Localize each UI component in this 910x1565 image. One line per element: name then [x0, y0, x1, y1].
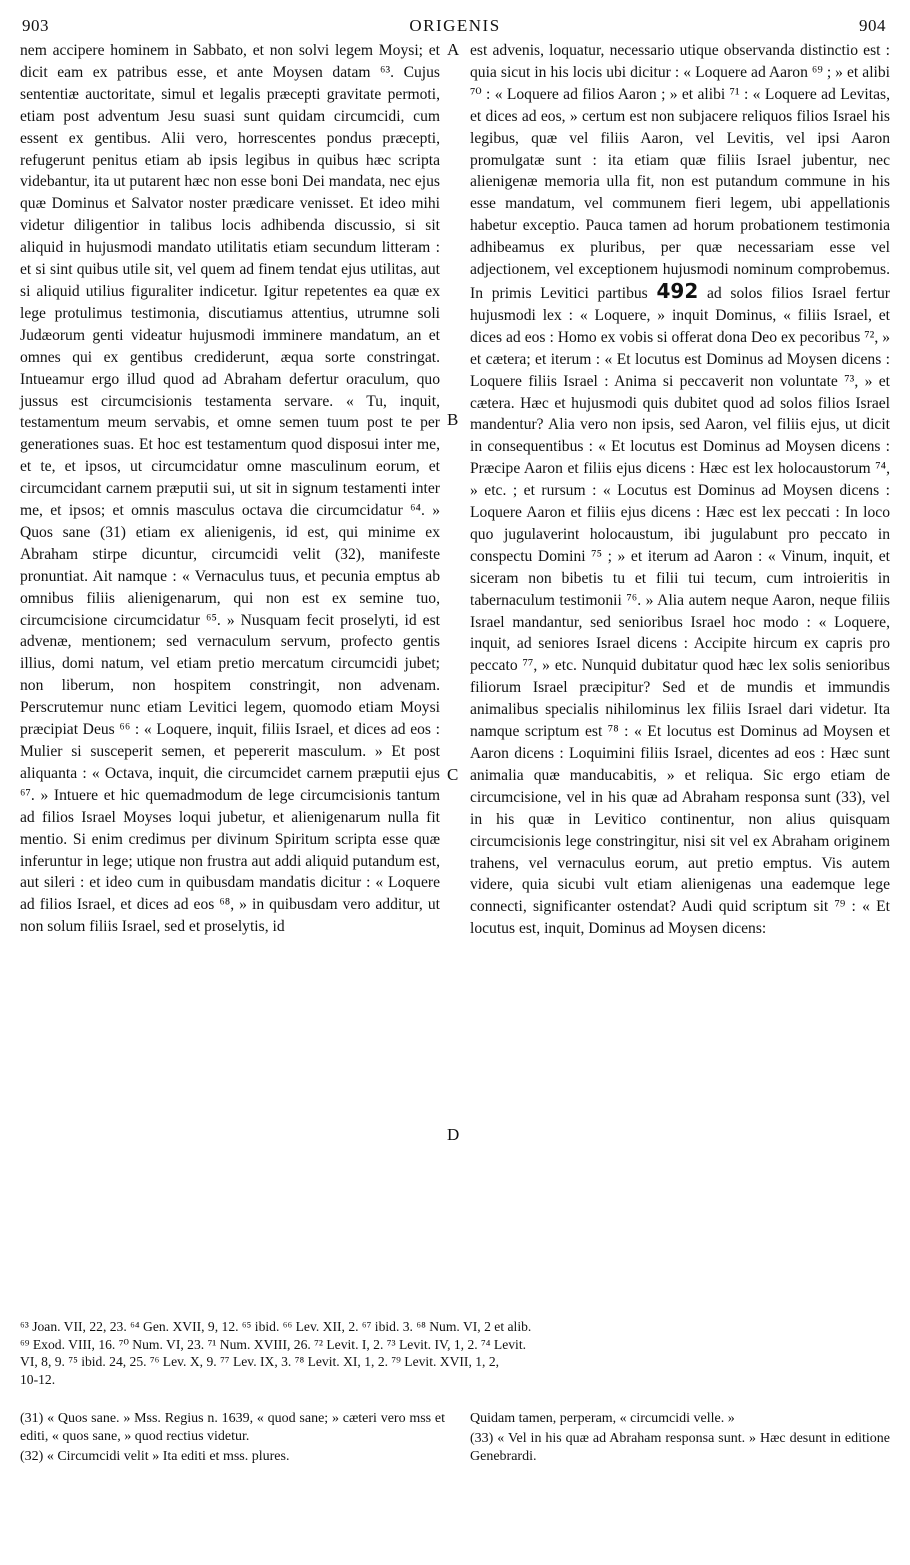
- right-column: [470, 40, 890, 940]
- margin-letter-c: C: [447, 765, 459, 784]
- right-column-text-part1: est advenis, loquatur, necessario utique observanda distinctio est : quia sicut in his locis ubi dicitur : « Loquere ad Aaron ⁶⁹ ; » et alibi ⁷⁰ : « Loquere ad filios Aaron ; » et alibi ⁷¹ : « Loquere ad Levitas, et dices ad eos, » certum est non subjacere reliquos filios Israel his legibus, quæ vel filiis Aaron, vel Levitis, vel ipsi Aaron promulgatæ sunt : ita etiam quæ filiis Israel jubentur, nec alienigenæ memoria ulla fit, non est putandum commune in his esse mandatum, vel communem fieri legem, ubi appellationis habetur exceptio. Pauca tamen ad horum probationem testimonia adhibeamus ex pluribus, per quæ necessariam esse vel adjectionem, vel exceptionem hujusmodi nominum comprobemus. In primis Levitici partibus: [470, 42, 890, 302]
- page-number-right: 904: [859, 16, 886, 35]
- footnotes-right: [470, 1410, 890, 1468]
- reference-line: ⁶³ Joan. VII, 22, 23. ⁶⁴ Gen. XVII, 9, 12. ⁶⁵ ibid. ⁶⁶ Lev. XII, 2. ⁶⁷ ibid. 3. ⁶⁸ Num. VI, 2 et alib.: [20, 1319, 532, 1334]
- margin-letter-d: D: [447, 1125, 460, 1144]
- column-number-marker: 492: [656, 278, 699, 303]
- left-column-text: nem accipere hominem in Sabbato, et non solvi legem Moysi; et dicit eam ex patribus esse, et ante Moysen datam ⁶³. Cujus sententiæ auctoritate, simul et legalis præcepti gravitate permoti, etiam post adventum Jesu suasi sunt quidam circumcidi, cum essent ex gentibus. Alii vero, horrescentes pondus præcepti, refugerunt penitus etiam ab ipsis legibus in quibus hæc scripta videbantur, ita ut putarent hæc non esse boni Dei mandata, nec ejus quæ Dominus et Salvator noster prædicare venisset. Et ideo mihi videtur diligentior in talibus locis adhibenda discussio, si sit aliquid in hujusmodi mandato utilitatis etiam secundum litteram : et si sint quibus utile sit, vel quem ad finem tendat ejus utilitas, aut si aliquid utilius figuraliter indicetur. Igitur repetentes ea quæ ex lege protulimus testimonia, discutiamus attentius, utrumne soli Judæorum genti videatur hujusmodi imminere mandatum, an et omnes qui ex gentibus crediderunt, æqua sorte constringat. Intueamur ergo illud quod ad Abraham defertur oraculum, quo jussus est circumcisionis testamenta servare. « Tu, inquit, testamentum meum servabis, et omne semen tuum post te per generationes suas. Et hoc est testamentum quod disposui inter me, et te, et ipsos, ut circumcidatur omne masculinum eorum, et circumcidant carnem præputii sui, ut sit in signum testamenti inter me, et ipsos; et omnis masculus octava die circumcidatur ⁶⁴. » Quos sane (31) etiam ex alienigenis, id est, qui minime ex Abraham stirpe dicuntur, circumcidi velit (32), manifeste pronuntiat. Ait namque : « Vernaculus tuus, et pecunia emptus ab omnibus filiis alienigenarum, qui non est ex semine tuo, circumcisione circumcidatur ⁶⁵. » Nusquam fecit proselyti, id est advenæ, mentionem; sed vernaculum servum, profecto gentis illius, domi natum, vel etiam pretio mercatum circumcidi jubet; non liberum, non hospitem constringit, non advenam. Perscrutemur nunc etiam Levitici legem, quomodo etiam Moysi præcipiat Deus ⁶⁶ : « Loquere, inquit, filiis Israel, et dices ad eos : Mulier si susceperit semen, et pepererit masculum. » Et post aliquanta : « Octava, inquit, die circumcidet carnem præputii ejus ⁶⁷. » Intuere et hic quemadmodum de lege circumcisionis tantum ad filios Israel Moyses loqui jubetur, et alienigenarum nulla fit mentio. Si enim credimus per divinum Spiritum scripta esse quæ inferuntur in lege; utique non frustra aut addi aliquid putandum est, aut sileri : et ideo cum in quibusdam mandatis dicitur : « Loquere ad filios Israel, et dices ad eos ⁶⁸, » in quibusdam vero additur, ut non solum filiis Israel, sed et proselytis, id: [20, 42, 440, 936]
- page-number-left: 903: [22, 16, 49, 35]
- footnotes-left: [20, 1410, 445, 1468]
- reference-line: VI, 8, 9. ⁷⁵ ibid. 24, 25. ⁷⁶ Lev. X, 9. ⁷⁷ Lev. IX, 3. ⁷⁸ Levit. XI, 1, 2. ⁷⁹ Levit. XVII, 1, 2,: [20, 1354, 500, 1369]
- footnote: (33) « Vel in his quæ ad Abraham responsa sunt. » Hæc desunt in editione Genebrardi.: [470, 1431, 890, 1464]
- right-column-text-part2: ad solos filios Israel fertur hujusmodi lex : « Loquere, » inquit Dominus, « filiis Israel, et dices ad eos : Homo ex vobis si offerat dona Deo ex pecoribus ⁷², » et cætera; et iterum : « Et locutus est Dominus ad Moysen dicens : Loquere filiis Israel : Anima si peccaverit non voluntate ⁷³, » et cætera. Hæc et hujusmodi quis dubitet quod ad solos filios Israel mandentur? Alia vero non ipsis, sed Aaron, vel filiis ejus, ut dicit in consequentibus : « Et locutus est Dominus ad Moysen dicens : Præcipe Aaron et filiis ejus dicens : Hæc est lex holocaustorum ⁷⁴, » etc. ; et rursum : « Locutus est Dominus ad Moysen dicens : Loquere Aaron et filiis ejus dicens : Hæc est lex peccati : In loco quo jugulaverint holocaustum, ibi jugulabunt pro peccato in conspectu Domini ⁷⁵ ; » et iterum ad Aaron : « Vinum, inquit, et siceram non bibetis tu et filii tui tecum, cum introieritis in tabernaculum testimonii ⁷⁶. » Alia autem neque Aaron, neque filiis Israel mandantur, sed senioribus Israel hoc modo : « Loquere, inquit, ad seniores Israel dicens : Accipite hircum ex capris pro peccato ⁷⁷, » etc. Nunquid dubitatur quod hæc lex solis senioribus filiorum Israel præcipitur? Sed et de mundis et immundis animalibus specialis nihilominus lex filiis Israel dari videtur. Ita namque scriptum est ⁷⁸ : « Et locutus est Dominus ad Moysen et Aaron dicens : Loquimini filiis Israel, dicentes ad eos : Hæc sunt animalia quæ manducabitis, » et reliqua. Sic ergo etiam de circumcisione, vel in his quæ ad Abraham responsa sunt (33), vel in his quæ in Levitico continentur, non alius quisquam circumcisionis lege constringitur, nisi sit vel ex Abraham originem trahens, vel vernaculus eorum, aut pretio emptus. Vis autem videre, quia sicubi vult etiam alienigenas una eademque lege connecti, significanter ostendat? Audi quid scriptum sit ⁷⁹ : « Et locutus est, inquit, Dominus ad Moysen dicens:: [470, 284, 890, 938]
- left-column: [20, 40, 440, 938]
- footnote: (32) « Circumcidi velit » Ita editi et mss. plures.: [20, 1449, 290, 1464]
- running-title: ORIGENIS: [409, 16, 501, 35]
- margin-letter-a: A: [447, 40, 460, 59]
- margin-letter-b: B: [447, 410, 459, 429]
- scripture-references: [20, 1318, 900, 1388]
- footnote: (31) « Quos sane. » Mss. Regius n. 1639, « quod sane; » cæteri vero mss et editi, « quos sane, » quod rectius videtur.: [20, 1411, 445, 1444]
- footnote: Quidam tamen, perperam, « circumcidi velle. »: [470, 1411, 735, 1426]
- right-column-text: [470, 40, 890, 940]
- reference-line: 10-12.: [20, 1371, 56, 1387]
- reference-line: ⁶⁹ Exod. VIII, 16. ⁷⁰ Num. VI, 23. ⁷¹ Num. XVIII, 26. ⁷² Levit. I, 2. ⁷³ Levit. IV, 1, 2. ⁷⁴ Levit.: [20, 1336, 527, 1352]
